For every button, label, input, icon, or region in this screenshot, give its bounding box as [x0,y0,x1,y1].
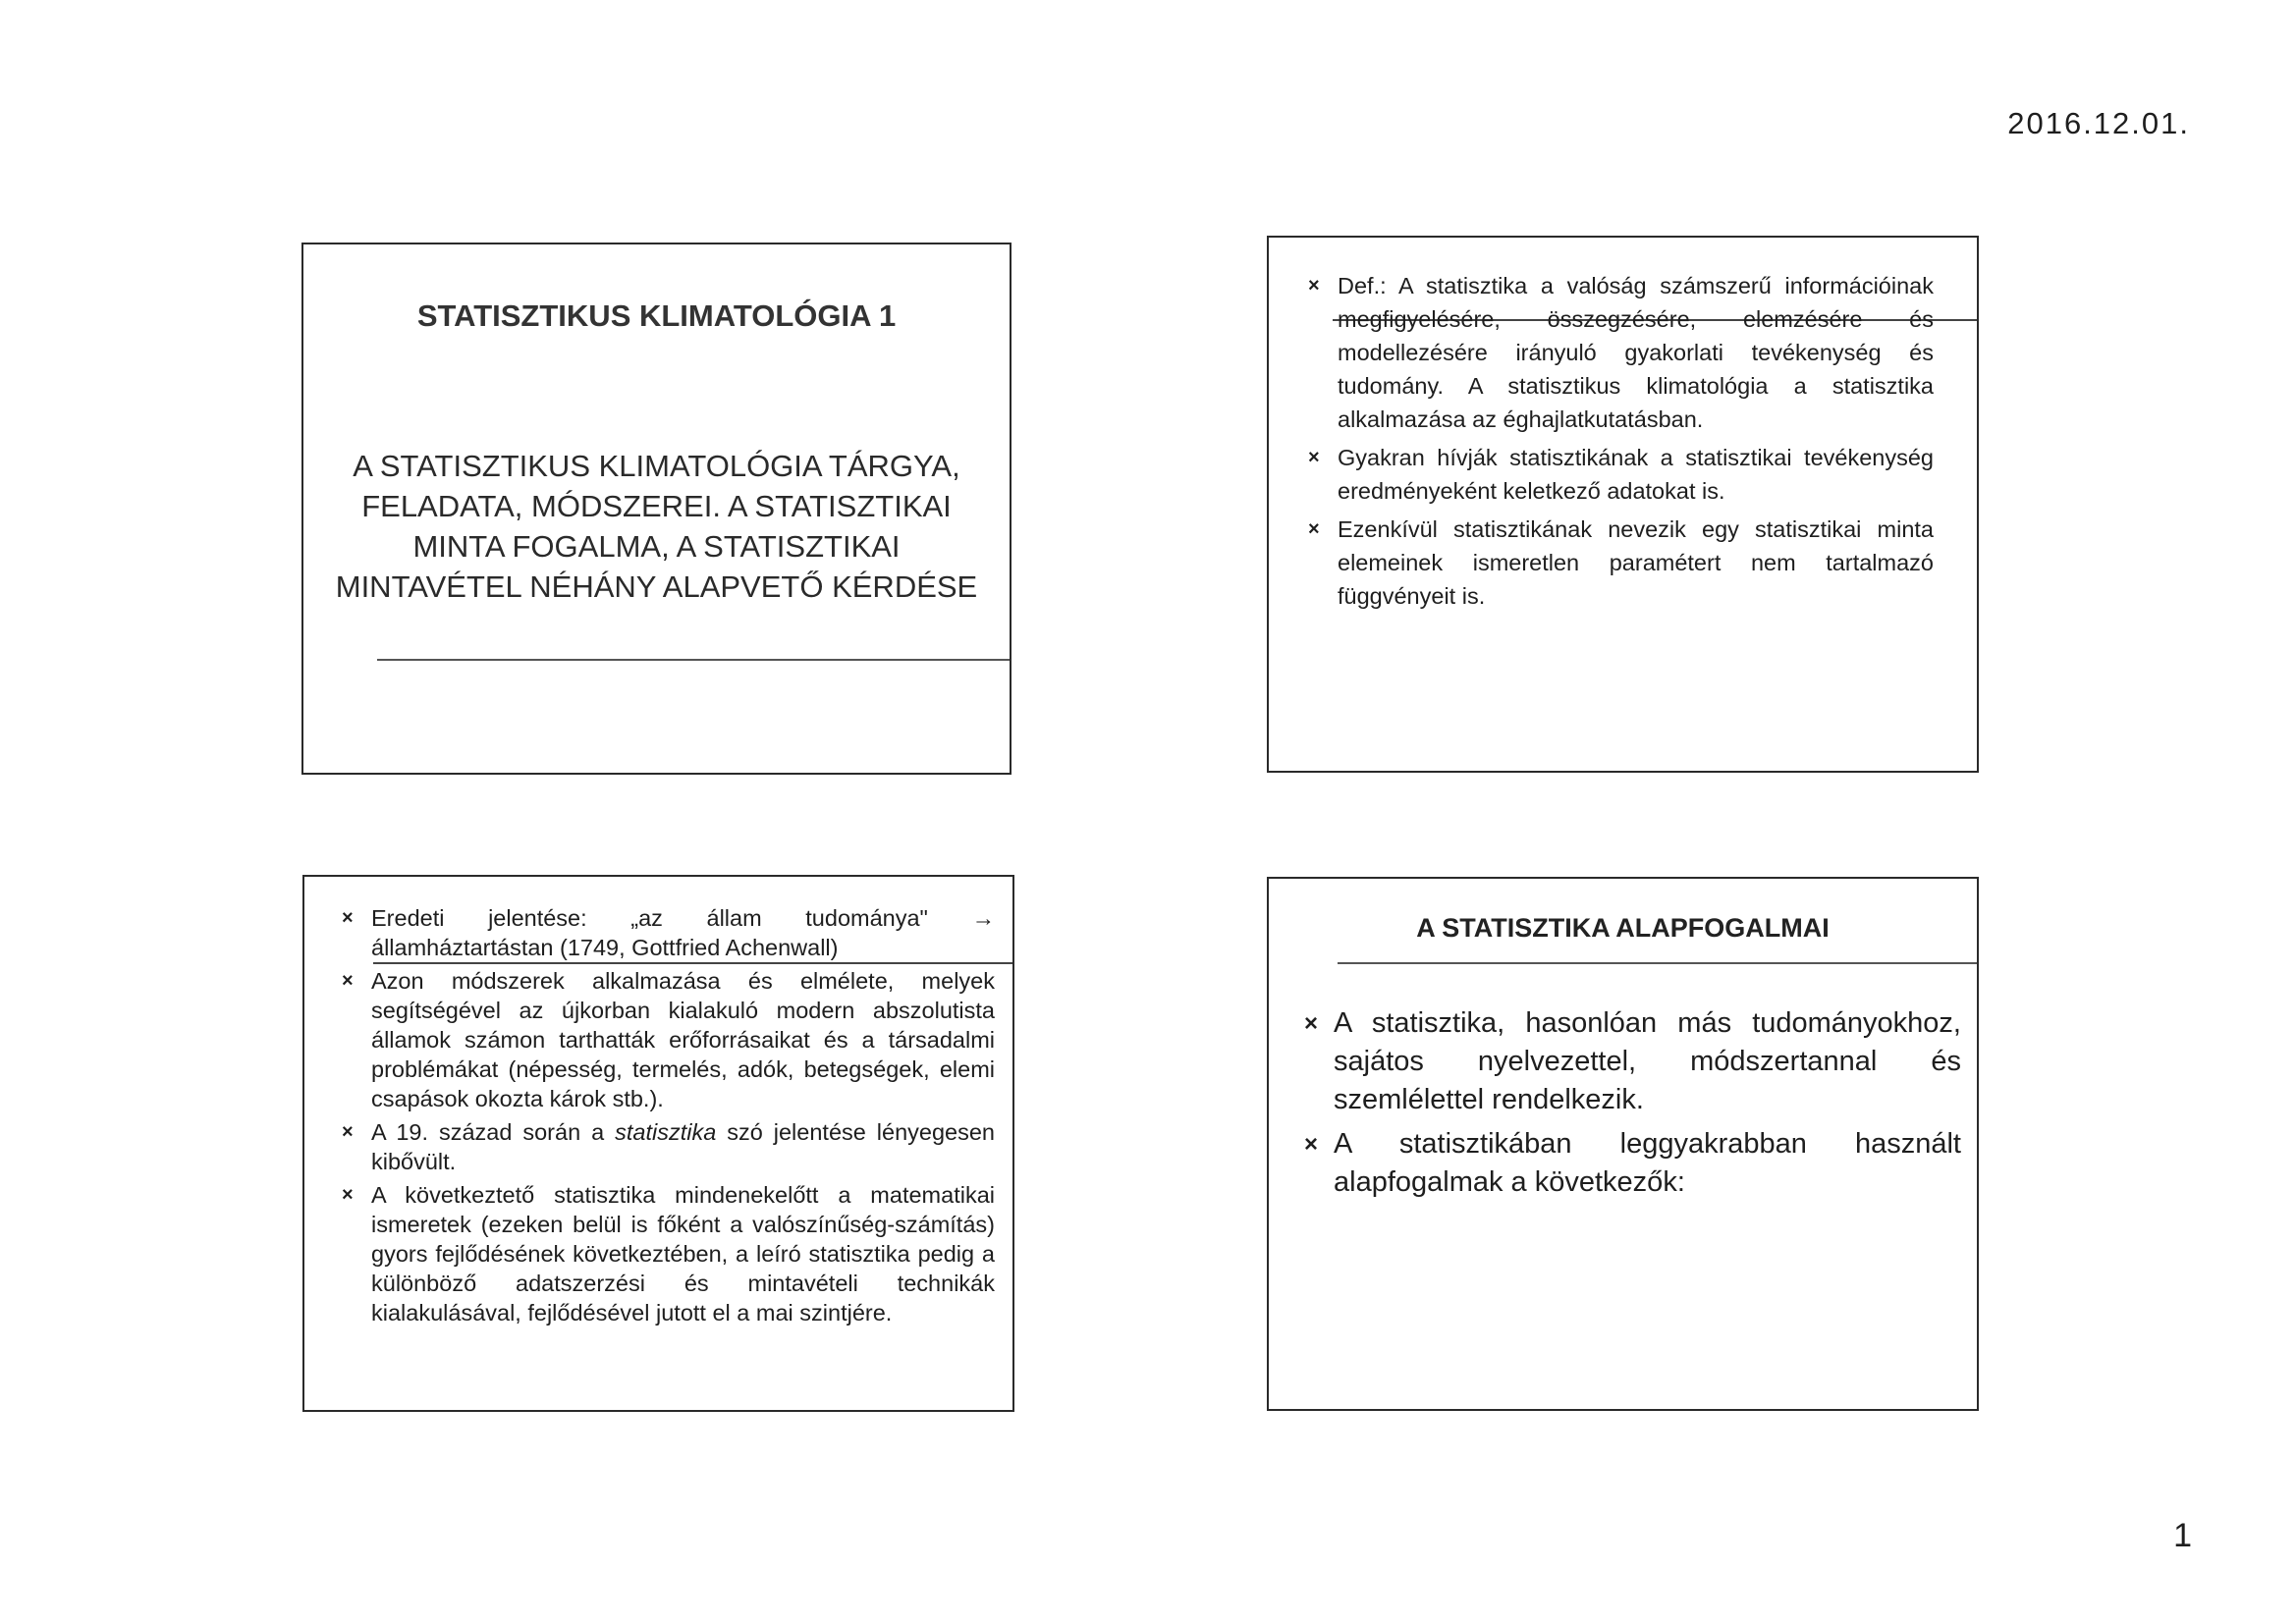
bullet-list [342,903,995,1331]
bullet-x-icon: × [342,1184,354,1206]
bullet-x-icon: × [1308,518,1320,540]
bullet-text: Eredeti jelentése: „az állam tudománya" → államháztartástan (1749, Gottfried Achenwall) [371,905,995,960]
list-item [342,966,995,1113]
list-item [342,1180,995,1327]
slide-heading: A STATISZTIKA ALAPFOGALMAI [1416,913,1830,943]
list-item [342,903,995,962]
list-item [342,1117,995,1176]
print-date: 2016.12.01. [2007,106,2190,140]
slide-title [301,243,1011,775]
divider-line [1338,962,1977,964]
divider-line [377,659,1010,661]
list-item [1304,1125,1961,1202]
list-item [1308,269,1934,436]
bullet-x-icon: × [342,1121,354,1143]
slide-definition [1267,236,1979,773]
bullet-x-icon: × [342,907,354,929]
bullet-x-icon: × [1308,275,1320,297]
bullet-text-part: A 19. század során a [371,1119,616,1145]
bullet-text-part: szó jelentése lényegesen kibővült. [371,1119,995,1174]
slide-heading: STATISZTIKUS KLIMATOLÓGIA 1 [416,298,897,333]
page-number: 1 [2173,1517,2192,1554]
bullet-text: Def.: A statisztika a valóság számszerű információinak megfigyelésére, összegzésére, elemzésére és modellezésére irányuló gyakorlati tevékenység és tudomány. A statisztikus klimatológia a statisztika alkalmazása az éghajlatkutatásban. [1338,273,1934,432]
bullet-x-icon: × [1304,1131,1319,1158]
bullet-text: A következtető statisztika mindenekelőtt a matematikai ismeretek (ezeken belül is főként a valószínűség-számítás) gyors fejlődésének következtében, a leíró statisztika pedig a különböző adatszerzési és mintavételi technikák kialakulásával, fejlődésével jutott el a mai szintjére. [371,1182,995,1325]
bullet-x-icon: × [1304,1010,1319,1037]
bullet-text: A statisztikában leggyakrabban használt alapfogalmak a következők: [1334,1128,1961,1198]
bullet-text: Ezenkívül statisztikának nevezik egy statisztikai minta elemeinek ismeretlen paramétert nem tartalmazó függvényeit is. [1338,516,1934,609]
slide-subtitle: A STATISZTIKUS KLIMATOLÓGIA TÁRGYA, FELADATA, MÓDSZEREI. A STATISZTIKAI MINTA FOGALMA, A STATISZTIKAI MINTAVÉTEL NÉHÁNY ALAPVETŐ KÉRDÉSE [335,449,978,604]
list-item [1308,513,1934,613]
bullet-text [371,1119,995,1174]
bullet-x-icon: × [1308,447,1320,468]
emphasized-term: statisztika [615,1119,717,1145]
slide-basic-concepts [1267,877,1979,1411]
bullet-text: Gyakran hívják statisztikának a statisztikai tevékenység eredményeként keletkező adatokat is. [1338,445,1934,504]
bullet-text: Azon módszerek alkalmazása és elmélete, melyek segítségével az újkorban kialakuló modern abszolutista államok számon tarthatták erőforrásaikat és a társadalmi problémákat (népesség, termelés, adók, betegségek, elemi csapások okozta károk stb.). [371,968,995,1111]
bullet-list [1304,1004,1961,1208]
bullet-text: A statisztika, hasonlóan más tudományokhoz, sajátos nyelvezettel, módszertannal és szemlélettel rendelkezik. [1334,1007,1961,1115]
bullet-list [1308,269,1934,618]
bullet-x-icon: × [342,970,354,992]
list-item [1304,1004,1961,1119]
list-item [1308,441,1934,508]
slide-history [302,875,1014,1412]
